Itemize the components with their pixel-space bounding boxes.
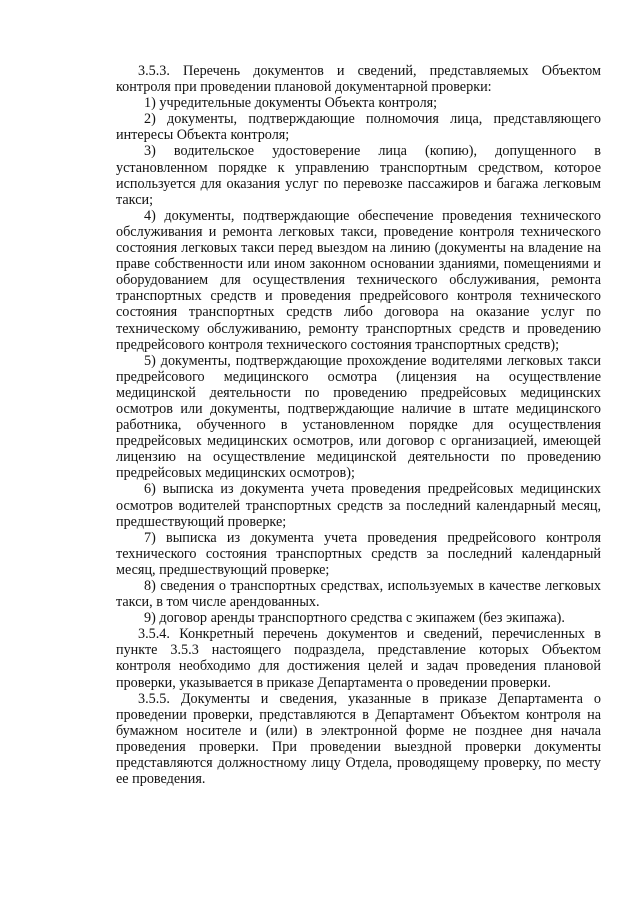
list-item-5: 5) документы, подтверждающие прохождение водителями легковых такси предрейсового медицинского осмотра (лицензия на осуществление медицинской деятельности по проведению предрейсовых медицинских осмотров или документы, подтверждающие наличие в штате медицинского работника, обученного в установленном порядке для осуществления предрейсовых медицинских осмотров, или договор с организацией, имеющей лицензию на осуществление медицинской деятельности по проведению предрейсовых медицинских осмотров); [116,352,601,482]
list-item-7: 7) выписка из документа учета проведения предрейсового контроля технического состояния транспортных средств за последний календарный месяц, предшествующий проверке; [116,529,601,578]
list-item-4: 4) документы, подтверждающие обеспечение проведения технического обслуживания и ремонта легковых такси, проведение контроля технического состояния легковых такси перед выездом на линию (документы на владение на праве собственности или ином законном основании зданиями, помещениями и оборудованием для осуществления технического обслуживания, ремонта транспортных средств и проведения предрейсового контроля технического состояния транспортных средств либо договора на оказание услуг по техническому обслуживанию, ремонту транспортных средств и проведению предрейсового контроля технического состояния транспортных средств); [116,207,601,353]
paragraph-3-5-5: 3.5.5. Документы и сведения, указанные в приказе Департамента о проведении проверки, представляются в Департамент Объектом контроля на бумажном носителе и (или) в электронной форме не позднее дня начала проведения проверки. При проведении выездной проверки документы представляются должностному лицу Отдела, проводящему проверку, по месту ее проведения. [116,690,601,788]
document-page [116,63,601,787]
paragraph-3-5-4: 3.5.4. Конкретный перечень документов и сведений, перечисленных в пункте 3.5.3 настоящего подраздела, представление которых Объектом контроля необходимо для достижения целей и задач проведения плановой проверки, указывается в приказе Департамента о проведении проверки. [116,626,601,691]
list-item-6: 6) выписка из документа учета проведения предрейсовых медицинских осмотров водителей транспортных средств за последний календарный месяц, предшествующий проверке; [116,481,601,530]
list-item-1: 1) учредительные документы Объекта контроля; [144,95,438,112]
list-item-9: 9) договор аренды транспортного средства с экипажем (без экипажа). [144,610,565,627]
list-item-8: 8) сведения о транспортных средствах, используемых в качестве легковых такси, в том числе арендованных. [116,578,601,611]
list-item-2: 2) документы, подтверждающие полномочия лица, представляющего интересы Объекта контроля; [116,111,601,144]
list-item-3: 3) водительское удостоверение лица (копию), допущенного в установленном порядке к управлению транспортным средством, которое используется для оказания услуг по перевозке пассажиров и багажа легковым такси; [116,143,601,208]
paragraph-3-5-3: 3.5.3. Перечень документов и сведений, представляемых Объектом контроля при проведении плановой документарной проверки: [116,63,601,96]
